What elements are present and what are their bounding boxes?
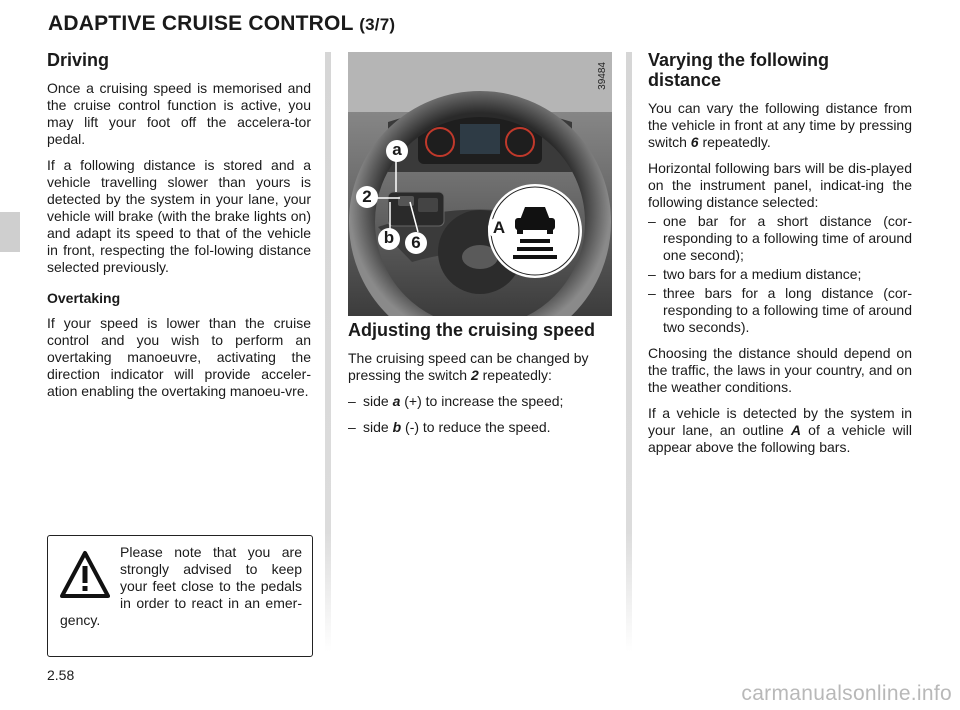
- page-title: [48, 12, 395, 36]
- photo-reference-number: 39484: [597, 62, 608, 90]
- cruising-speed-heading: Adjusting the cruising speed: [348, 320, 596, 340]
- following-distance-paragraph-3: Choosing the distance should depend on the traffic, the laws in your country, and on the weather conditions.: [648, 345, 912, 395]
- title-text: ADAPTIVE CRUISE CONTROL: [48, 12, 354, 35]
- driving-paragraph-2: If a following distance is stored and a vehicle travelling slower than yours is detected by the system in your lane, your vehicle will brake (with the brake lights on) and adapt its speed to that of the vehicle in front, respecting the fol-lowing distance selected previously.: [47, 157, 311, 275]
- following-distance-paragraph-2: Horizontal following bars will be dis-played on the instrument panel, indicat-ing the following distance selected:: [648, 160, 912, 210]
- distance-item-long: – three bars for a long distance (cor-responding to a following time of around two seconds).: [648, 285, 912, 335]
- speed-increase-item: – side a (+) to increase the speed;: [348, 393, 564, 409]
- following-distance-paragraph-1: You can vary the following distance from the vehicle in front at any time by pressing switch 6 repeatedly.: [648, 100, 912, 150]
- cruising-speed-intro: The cruising speed can be changed by pressing the switch 2 repeatedly:: [348, 350, 589, 383]
- warning-box: [47, 535, 313, 657]
- overtaking-heading: Overtaking: [47, 290, 121, 306]
- column-divider-right: [626, 52, 632, 652]
- callout-a: a: [386, 140, 408, 162]
- switch-6-ref: 6: [690, 134, 699, 150]
- callout-b: b: [378, 228, 400, 250]
- warning-text: Please note that you are strongly advised to keep your feet close to the pedals in order to react in an emer-gency.: [60, 544, 302, 628]
- distance-item-medium: – two bars for a medium distance;: [648, 266, 862, 282]
- right-column: [648, 50, 912, 465]
- callout-6: 6: [405, 232, 427, 254]
- outline-A-ref: A: [790, 422, 802, 438]
- callout-2: 2: [356, 186, 378, 208]
- callout-A: A: [488, 217, 510, 239]
- watermark: carmanualsonline.info: [741, 682, 952, 705]
- speed-decrease-item: – side b (-) to reduce the speed.: [348, 419, 551, 435]
- steering-wheel-photo: [348, 52, 612, 316]
- steering-wheel-illustration: [348, 52, 612, 316]
- page-number: 2.58: [47, 667, 75, 683]
- following-distance-heading: Varying the following distance: [648, 50, 830, 90]
- column-divider-left: [325, 52, 331, 652]
- following-distance-paragraph-4: If a vehicle is detected by the system in your lane, an outline A of a vehicle will appear above the following bars.: [648, 405, 912, 455]
- driving-heading: Driving: [47, 50, 110, 70]
- left-column: [47, 50, 311, 409]
- section-tab: [0, 212, 20, 252]
- overtaking-paragraph: If your speed is lower than the cruise control and you wish to perform an overtaking manoeuvre, activating the direction indicator will provide acceler-ation enabling the overtaking manoeu-vre.: [47, 315, 311, 399]
- driving-paragraph-1: Once a cruising speed is memorised and the cruise control function is active, you may lift your foot off the accelera-tor pedal.: [47, 80, 311, 147]
- title-part: (3/7): [359, 15, 396, 34]
- middle-column: [348, 320, 614, 445]
- distance-item-short: – one bar for a short distance (cor-responding to a following time of around one second);: [648, 213, 912, 263]
- warning-triangle-icon: [60, 550, 110, 602]
- switch-2-ref: 2: [470, 367, 479, 383]
